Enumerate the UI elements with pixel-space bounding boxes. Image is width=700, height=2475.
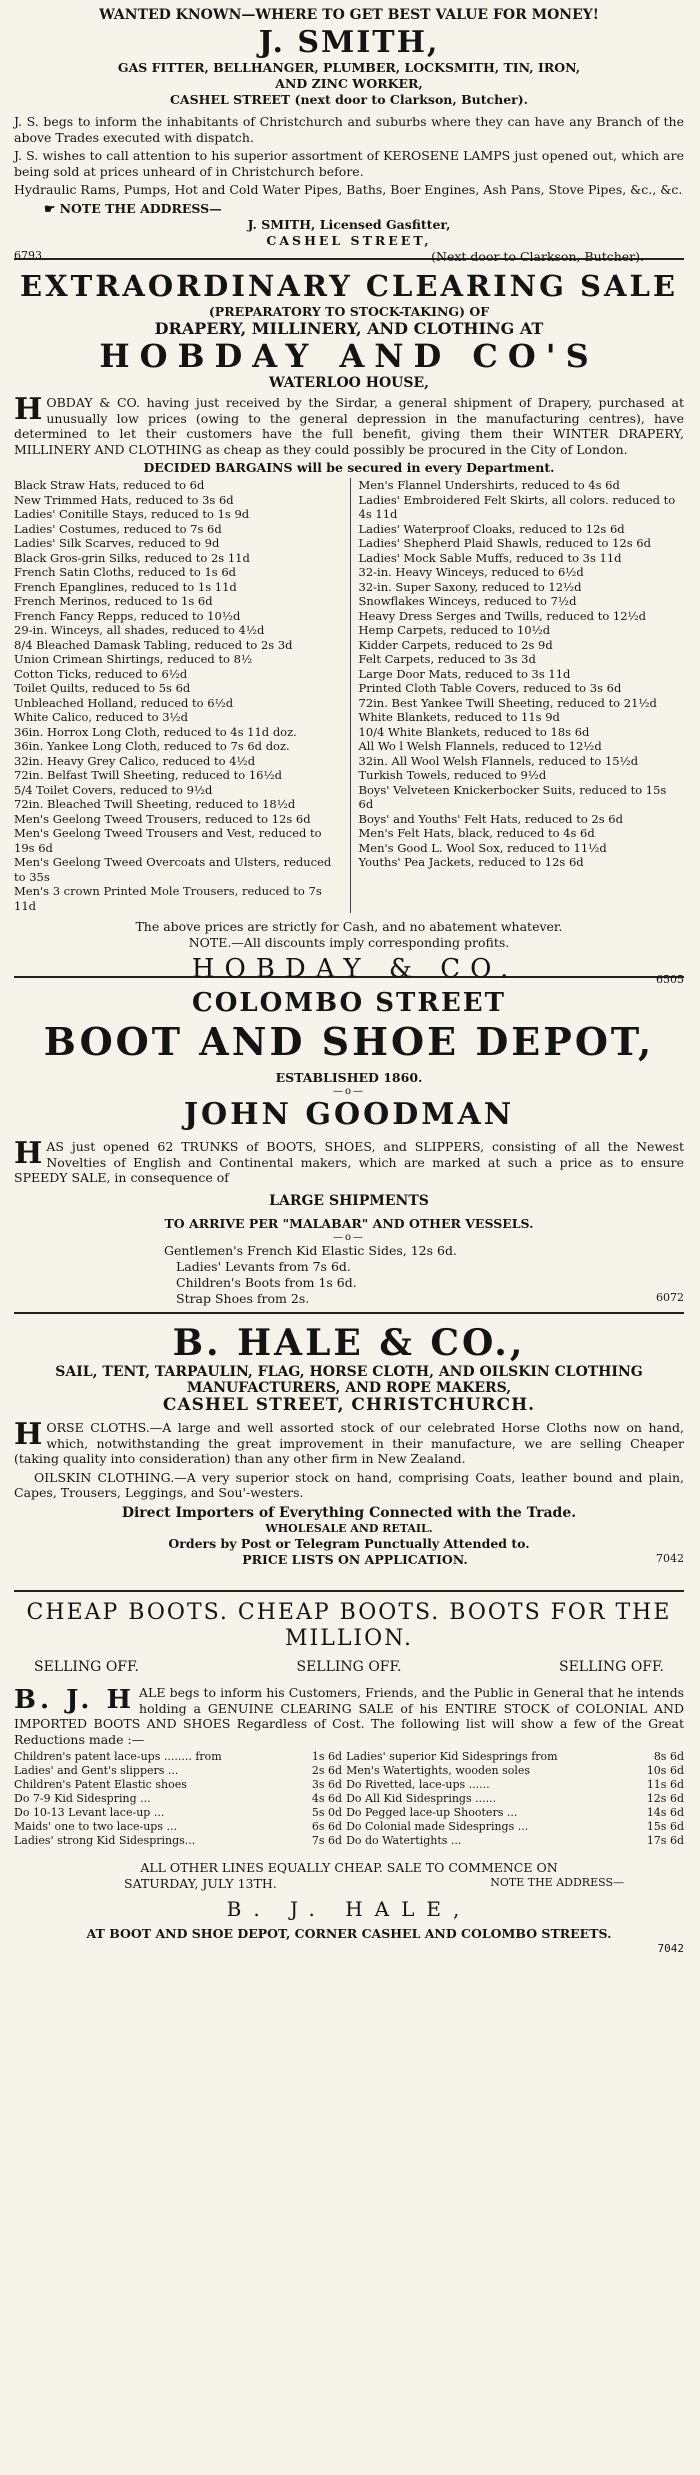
goodman-items [14,1243,684,1307]
cheap-name: B. J. H [14,1685,136,1715]
selling-off: SELLING OFF. [296,1659,402,1675]
smith-ad-number: 6793 [14,248,42,262]
smith-trades-2: AND ZINC WORKER, [275,76,423,91]
smith-sig-3: (Next door to Clarkson, Butcher). [431,248,644,264]
price-line: Cotton Ticks, reduced to 6½d [14,666,188,681]
price-line: Ladies' Conitille Stays, reduced to 1s 9d [14,507,250,521]
goodman-item: Ladies' Levants from 7s 6d. [176,1258,351,1274]
goodman-dropcap: H [14,1136,43,1171]
price-line: Boys' and Youths' Felt Hats, reduced to 2s 6d [358,811,623,826]
price-line: Turkish Towels, reduced to 9½d [358,768,547,782]
price-line: Unbleached Holland, reduced to 6½d [14,695,234,710]
price-line: Boys' Velveteen Knickerbocker Suits, reduced to 15s 6d [358,782,667,811]
price-line: 36in. Yankee Long Cloth, reduced to 7s 6d doz. [14,739,290,753]
price-cell: 14s 6d [646,1806,684,1819]
price-line: Youths' Pea Jackets, reduced to 12s 6d [358,855,584,869]
cheap-intro-text: ALE begs to inform his Customers, Friends, and the Public in General that he intends holding a GENUINE CLEARING SALE of his ENTIRE STOCK of COLONIAL AND IMPORTED BOOTS AND SHOES Regardless of Cost. The following list will show a few of the Great Reductions made :— [14,1685,684,1747]
price-line: 32in. Heavy Grey Calico, reduced to 4½d [14,753,256,768]
hale-para-1 [14,1417,684,1467]
pointing-hand-icon: ☛ [44,200,56,216]
item-cell: Do Pegged lace-up Shooters ... [346,1806,518,1819]
goodman-ad-number: 6072 [656,1290,684,1304]
item-cell: Do Rivetted, lace-ups ...... [346,1778,490,1791]
price-cell: 7s 6d [311,1834,343,1847]
goodman-depot: BOOT AND SHOE DEPOT, [43,1019,655,1064]
item-cell: Maids' one to two lace-ups ... [14,1820,177,1833]
hobday-note: NOTE.—All discounts imply corresponding profits. [188,935,510,950]
smith-para-2: J. S. wishes to call attention to his superior assortment of KEROSENE LAMPS just opened out, which are being sold at prices unheard of in Christchurch before. [14,148,684,179]
goodman-item: Gentlemen's French Kid Elastic Sides, 12s 6d. [164,1242,457,1258]
price-line: Ladies' Mock Sable Muffs, reduced to 3s 11d [358,550,622,565]
hobday-intro-text: OBDAY & CO. having just received by the Sirdar, a general shipment of Drapery, purchased at unusually low prices (owing to the general depression in the manufacturing centres), have determined to let their customers have the full benefit, giving them their WINTER DRAPERY, MILLINERY AND CLOTHING as cheap as they could possibly be procured in the City of London. [14,395,684,457]
price-line: 5/4 Toilet Covers, reduced to 9½d [14,782,213,797]
price-line: Men's 3 crown Printed Mole Trousers, reduced to 7s 11d [14,884,322,913]
smith-address: CASHEL STREET (next door to Clarkson, Butcher). [169,92,529,107]
price-line: Men's Geelong Tweed Overcoats and Ulsters, reduced to 35s [14,855,332,884]
item-cell: Ladies' and Gent's slippers ... [14,1764,179,1777]
hobday-advert [14,268,684,986]
item-cell: Do 10-13 Levant lace-up ... [14,1806,165,1819]
cheap-ad-number: 7042 [657,1942,684,1955]
selling-off: SELLING OFF. [559,1659,664,1675]
hobday-house: WATERLOO HOUSE, [268,375,430,391]
goodman-item: Strap Shoes from 2s. [176,1290,310,1306]
price-line: Hemp Carpets, reduced to 10½d [358,623,551,637]
price-line: Men's Felt Hats, black, reduced to 4s 6d [358,826,595,840]
hale-wholesale: WHOLESALE AND RETAIL. [265,1521,433,1535]
smith-para-3: Hydraulic Rams, Pumps, Hot and Cold Water Pipes, Baths, Boer Engines, Ash Pans, Stove Pipes, &c., &c. [14,182,683,197]
item-cell: Ladies' superior Kid Sidesprings from [346,1750,558,1763]
price-line: French Epanglines, reduced to 1s 11d [14,579,237,594]
goodman-advert [14,986,684,1304]
hobday-price-columns [14,478,684,913]
cheap-note: NOTE THE ADDRESS— [490,1876,624,1889]
price-line: 8/4 Bleached Damask Tabling, reduced to 2s 3d [14,637,293,652]
item-cell: Children's patent lace-ups ........ from [14,1750,222,1763]
price-line: 36in. Horrox Long Cloth, reduced to 4s 11d doz. [14,724,297,739]
hale-name: B. HALE & CO., [172,1322,526,1364]
smith-advert [14,6,684,264]
smith-sig-2: CASHEL STREET, [266,232,432,248]
smith-headline: WANTED KNOWN—WHERE TO GET BEST VALUE FOR MONEY! [99,7,599,23]
hale-para-2: OILSKIN CLOTHING.—A very superior stock on hand, comprising Coats, leather bound and plain, Capes, Trousers, Leggings, and Sou'-westers. [14,1469,684,1500]
price-line: 29-in. Winceys, all shades, reduced to 4½d [14,623,265,637]
price-line: Felt Carpets, reduced to 3s 3d [358,652,536,666]
price-cell: 1s 6d [311,1750,343,1763]
price-cell: 4s 6d [311,1792,343,1805]
hale-price-lists: PRICE LISTS ON APPLICATION. [242,1551,468,1567]
smith-sig-1: J. SMITH, Licensed Gasfitter, [247,216,451,232]
price-line: Black Straw Hats, reduced to 6d [14,478,205,492]
cheap-address: AT BOOT AND SHOE DEPOT, CORNER CASHEL AND COLOMBO STREETS. [86,1926,612,1941]
price-line: Ladies' Silk Scarves, reduced to 9d [14,536,220,550]
goodman-name: JOHN GOODMAN [183,1097,515,1132]
item-cell: Do 7-9 Kid Sidespring ... [14,1792,151,1805]
cheap-boots-advert [14,1600,684,2000]
hale-advert [14,1322,684,1582]
price-line: Heavy Dress Serges and Twills, reduced to 12½d [358,608,647,623]
price-line: French Fancy Repps, reduced to 10½d [14,608,241,623]
hobday-subhead: (PREPARATORY TO STOCK-TAKING) OF [208,304,490,319]
price-line: 32-in. Super Saxony, reduced to 12½d [358,579,582,594]
cheap-all: ALL OTHER LINES EQUALLY CHEAP. SALE TO COMMENCE ON [140,1860,558,1875]
hobday-drapery: DRAPERY, MILLINERY, AND CLOTHING AT [154,319,544,338]
hobday-intro [14,392,684,457]
cheap-date: SATURDAY, JULY 13TH. [124,1876,277,1891]
price-cell: 15s 6d [646,1820,684,1833]
price-line: Snowflakes Winceys, reduced to 7½d [358,594,577,608]
price-line: White Blankets, reduced to 11s 9d [358,710,560,724]
price-cell: 3s 6d [311,1778,343,1791]
price-cell: 17s 6d [646,1834,684,1847]
price-line: Large Door Mats, reduced to 3s 11d [358,666,571,681]
divider [14,1590,684,1592]
hale-ad-number: 7042 [656,1551,684,1565]
goodman-shipments: LARGE SHIPMENTS [269,1192,429,1209]
hobday-dropcap: H [14,392,43,427]
item-cell: Do All Kid Sidesprings ...... [346,1792,497,1805]
price-line: Men's Geelong Tweed Trousers and Vest, reduced to 19s 6d [14,826,322,855]
price-cell: 6s 6d [311,1820,343,1833]
price-line: Men's Flannel Undershirts, reduced to 4s 6d [358,478,620,492]
price-line: Ladies' Embroidered Felt Skirts, all colors. reduced to 4s 11d [358,492,676,521]
smith-note-text: NOTE THE ADDRESS— [59,200,222,216]
ornament-icon: —o— [332,1086,366,1097]
item-cell: Ladies' strong Kid Sidesprings... [14,1834,196,1847]
price-line: Men's Good L. Wool Sox, reduced to 11½d [358,840,607,855]
price-line: Black Gros-grin Silks, reduced to 2s 11d [14,550,250,565]
item-cell: Children's Patent Elastic shoes [14,1778,187,1791]
item-cell: Do Colonial made Sidesprings ... [346,1820,529,1833]
selling-off-row [14,1652,684,1682]
divider [14,1312,684,1314]
price-line: French Satin Cloths, reduced to 1s 6d [14,565,237,579]
smith-para-1: J. S. begs to inform the inhabitants of Christchurch and suburbs where they can have any Branch of the above Trades executed with dispatch. [14,114,684,145]
hobday-headline: EXTRAORDINARY CLEARING SALE [20,269,678,303]
hale-trades-1: SAIL, TENT, TARPAULIN, FLAG, HORSE CLOTH, AND OILSKIN CLOTHING [55,1364,643,1380]
price-line: 72in. Best Yankee Twill Sheeting, reduced to 21½d [358,695,657,710]
price-line: French Merinos, reduced to 1s 6d [14,594,213,608]
hobday-left-column [14,478,340,913]
item-cell: Men's Watertights, wooden soles [346,1764,531,1777]
hale-orders: Orders by Post or Telegram Punctually Attended to. [168,1535,530,1551]
hobday-sign: HOBDAY & CO. [191,954,519,984]
ornament-icon: —o— [332,1231,366,1243]
price-line: Printed Cloth Table Covers, reduced to 3s 6d [358,681,622,695]
hale-para-1-text: ORSE CLOTHS.—A large and well assorted stock of our celebrated Horse Cloths now on hand, which, notwithstanding the great improvement in their manufacture, we are selling Cheaper (taking quality into consideration) than any other firm in New Zealand. [14,1420,684,1466]
price-line: Men's Geelong Tweed Trousers, reduced to 12s 6d [14,811,311,826]
price-line: Ladies' Costumes, reduced to 7s 6d [14,521,222,536]
goodman-arrive: TO ARRIVE PER "MALABAR" AND OTHER VESSELS. [164,1215,534,1231]
price-line: New Trimmed Hats, reduced to 3s 6d [14,492,234,507]
smith-trades-1: GAS FITTER, BELLHANGER, PLUMBER, LOCKSMITH, TIN, IRON, [117,60,581,75]
goodman-item: Children's Boots from 1s 6d. [176,1274,357,1290]
selling-off: SELLING OFF. [34,1659,139,1675]
price-line: 32in. All Wool Welsh Flannels, reduced to 15½d [358,753,639,768]
hale-address: CASHEL STREET, CHRISTCHURCH. [162,1395,536,1415]
item-cell: Do do Watertights ... [346,1834,462,1847]
hobday-ad-number: 6505 [655,973,684,986]
price-cell: 11s 6d [646,1778,684,1791]
price-line: 32-in. Heavy Winceys, reduced to 6½d [358,565,584,579]
hobday-cash: The above prices are strictly for Cash, and no abatement whatever. [135,919,563,934]
smith-note [14,201,684,217]
smith-name: J. SMITH, [258,25,440,60]
price-line: White Calico, reduced to 3½d [14,710,189,724]
hobday-bargains: DECIDED BARGAINS will be secured in every Department. [143,460,555,475]
price-line: Union Crimean Shirtings, reduced to 8½ [14,652,253,666]
price-line: 72in. Belfast Twill Sheeting, reduced to 16½d [14,768,282,782]
hobday-right-column [350,478,685,913]
hale-direct: Direct Importers of Everything Connected with the Trade. [121,1504,577,1521]
hale-dropcap: H [14,1417,43,1452]
price-cell: 12s 6d [646,1792,684,1805]
price-cell: 5s 0d [311,1806,343,1819]
price-line: Ladies' Shepherd Plaid Shawls, reduced to 12s 6d [358,536,651,550]
price-cell: 2s 6d [311,1764,343,1777]
hobday-name: HOBDAY AND CO'S [99,337,599,375]
hale-trades-2: MANUFACTURERS, AND ROPE MAKERS, [186,1380,512,1396]
price-line: Kidder Carpets, reduced to 2s 9d [358,637,553,652]
price-line: All Wo l Welsh Flannels, reduced to 12½d [358,739,602,753]
goodman-body-text: AS just opened 62 TRUNKS of BOOTS, SHOES, and SLIPPERS, consisting of all the Newest Novelties of English and Continental makers, which are marked at such a price as to ensure SPEEDY SALE, in consequence of [14,1139,684,1185]
cheap-headline: CHEAP BOOTS. CHEAP BOOTS. BOOTS FOR THE [26,1600,672,1625]
price-line: Toilet Quilts, reduced to 5s 6d [14,681,191,695]
price-cell: 8s 6d [653,1750,684,1763]
cheap-million: MILLION. [285,1626,413,1651]
cheap-intro [14,1685,684,1747]
goodman-established: ESTABLISHED 1860. [275,1070,423,1085]
cheap-price-table [14,1750,684,1848]
goodman-street: COLOMBO STREET [192,988,506,1018]
price-line: Ladies' Waterproof Cloaks, reduced to 12s 6d [358,521,625,536]
price-line: 10/4 White Blankets, reduced to 18s 6d [358,724,590,739]
price-line: 72in. Bleached Twill Sheeting, reduced to 18½d [14,797,296,811]
cheap-sign: B. J. HALE, [226,1897,472,1921]
price-cell: 10s 6d [646,1764,684,1777]
goodman-body [14,1136,684,1186]
